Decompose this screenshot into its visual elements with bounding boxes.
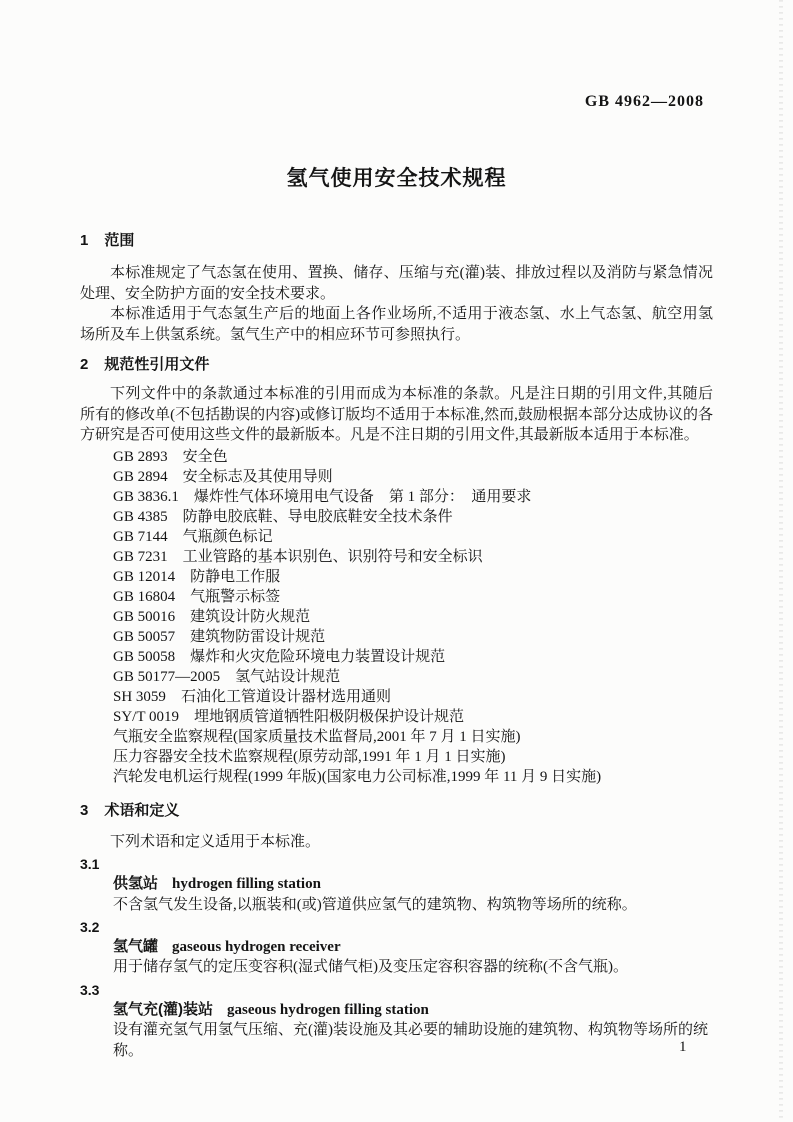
reference-code: SH 3059	[113, 688, 166, 705]
reference-code: GB 2894	[113, 468, 168, 485]
term-block	[80, 854, 713, 915]
section-1-paragraph: 本标准适用于气态氢生产后的地面上各作业场所,不适用于液态氢、水上气态氢、航空用氢场所及车上供氢系统。氢气生产中的相应环节可参照执行。	[80, 306, 713, 343]
section-3-title: 术语和定义	[104, 801, 180, 819]
reference-item	[113, 647, 713, 667]
reference-item	[113, 507, 713, 527]
reference-title: 工业管路的基本识别色、识别符号和安全标识	[182, 548, 483, 565]
reference-item	[113, 487, 713, 507]
reference-item	[113, 447, 713, 467]
reference-code: GB 50057	[113, 628, 176, 645]
term-id: 3.2	[80, 918, 100, 935]
term-names	[113, 874, 713, 894]
section-1-paragraph: 本标准规定了气态氢在使用、置换、储存、压缩与充(灌)装、排放过程以及消防与紧急情况处理、安全防护方面的安全技术要求。	[80, 265, 713, 302]
reference-item	[113, 707, 713, 727]
reference-code: GB 50058	[113, 648, 176, 665]
reference-title: 防静电胶底鞋、导电胶底鞋安全技术条件	[182, 508, 453, 525]
standard-number: GB 4962—2008	[584, 93, 704, 110]
reference-title: 石油化工管道设计器材选用通则	[180, 688, 391, 705]
reference-title: 气瓶颜色标记	[182, 528, 273, 545]
section-2-intro: 下列文件中的条款通过本标准的引用而成为本标准的条款。凡是注日期的引用文件,其随后所有的修改单(不包括勘误的内容)或修订版均不适用于本标准,然而,鼓励根据本部分达成协议的各方研究是否可使用这些文件的最新版本。凡是不注日期的引用文件,其最新版本适用于本标准。	[80, 386, 713, 443]
term-definition: 不含氢气发生设备,以瓶装和(或)管道供应氢气的建筑物、构筑物等场所的统称。	[113, 896, 637, 913]
term-names	[113, 937, 713, 957]
reference-item	[113, 567, 713, 587]
reference-title: 建筑物防雷设计规范	[190, 628, 326, 645]
term-name-en: gaseous hydrogen filling station	[227, 1002, 429, 1019]
reference-item	[113, 627, 713, 647]
reference-item	[113, 667, 713, 687]
reference-item	[113, 547, 713, 567]
reference-code: GB 50016	[113, 608, 176, 625]
reference-item	[113, 687, 713, 707]
reference-code: GB 4385	[113, 508, 168, 525]
reference-code: GB 7231	[113, 548, 168, 565]
reference-code: SY/T 0019	[113, 708, 179, 725]
reference-code: GB 2893	[113, 448, 168, 465]
document-body	[80, 232, 713, 1061]
term-id: 3.1	[80, 856, 100, 872]
reference-code: GB 7144	[113, 528, 168, 545]
reference-item	[113, 587, 713, 607]
section-2-title: 规范性引用文件	[104, 356, 210, 373]
section-1-heading	[80, 232, 713, 249]
term-name-zh: 氢气罐	[113, 938, 159, 956]
reference-title: 安全色	[182, 448, 228, 465]
reference-item	[113, 607, 713, 627]
reference-list	[113, 447, 713, 787]
reference-title: 防静电工作服	[190, 568, 281, 585]
reference-item	[113, 767, 713, 787]
section-2-heading	[80, 356, 713, 373]
reference-code: GB 50177—2005	[113, 668, 221, 685]
section-3-intro: 下列术语和定义适用于本标准。	[110, 833, 321, 850]
term-block	[80, 917, 713, 978]
reference-title: 爆炸性气体环境用电气设备 第 1 部分： 通用要求	[193, 488, 532, 505]
reference-item	[113, 527, 713, 547]
reference-title: 氢气站设计规范	[235, 668, 341, 685]
reference-title: 安全标志及其使用导则	[182, 468, 333, 485]
term-definition: 设有灌充氢气用氢气压缩、充(灌)装设施及其必要的辅助设施的建筑物、构筑物等场所的统称。	[113, 1022, 708, 1059]
section-3-heading	[80, 802, 713, 819]
reference-code: GB 3836.1	[113, 488, 179, 505]
term-name-zh: 氢气充(灌)装站	[113, 1001, 213, 1019]
term-id: 3.3	[80, 981, 100, 998]
reference-code: GB 12014	[113, 568, 176, 585]
term-name-zh: 供氢站	[113, 875, 159, 893]
section-3-number: 3	[80, 801, 89, 819]
reference-title: 爆炸和火灾危险环境电力装置设计规范	[190, 648, 446, 665]
term-block	[80, 980, 713, 1061]
section-1-title: 范围	[104, 232, 135, 249]
reference-item	[113, 747, 713, 767]
reference-code: GB 16804	[113, 588, 176, 605]
document-title: 氢气使用安全技术规程	[286, 167, 507, 190]
reference-title: 汽轮发电机运行规程(1999 年版)(国家电力公司标准,1999 年 11 月 9 日实施)	[113, 768, 602, 785]
reference-title: 埋地钢质管道牺牲阳极阴极保护设计规范	[193, 708, 464, 725]
section-2-number: 2	[80, 356, 89, 373]
term-name-en: hydrogen filling station	[172, 876, 321, 893]
reference-item	[113, 727, 713, 747]
reference-title: 气瓶安全监察规程(国家质量技术监督局,2001 年 7 月 1 日实施)	[113, 728, 521, 745]
section-1-number: 1	[80, 232, 89, 249]
reference-title: 压力容器安全技术监察规程(原劳动部,1991 年 1 月 1 日实施)	[113, 748, 506, 765]
reference-item	[113, 467, 713, 487]
reference-title: 建筑设计防火规范	[190, 608, 311, 625]
term-name-en: gaseous hydrogen receiver	[172, 939, 341, 956]
reference-title: 气瓶警示标签	[190, 588, 281, 605]
term-definition: 用于储存氢气的定压变容积(湿式储气柜)及变压定容积容器的统称(不含气瓶)。	[113, 959, 628, 976]
term-names	[113, 1000, 713, 1020]
page-number: 1	[679, 1039, 687, 1055]
